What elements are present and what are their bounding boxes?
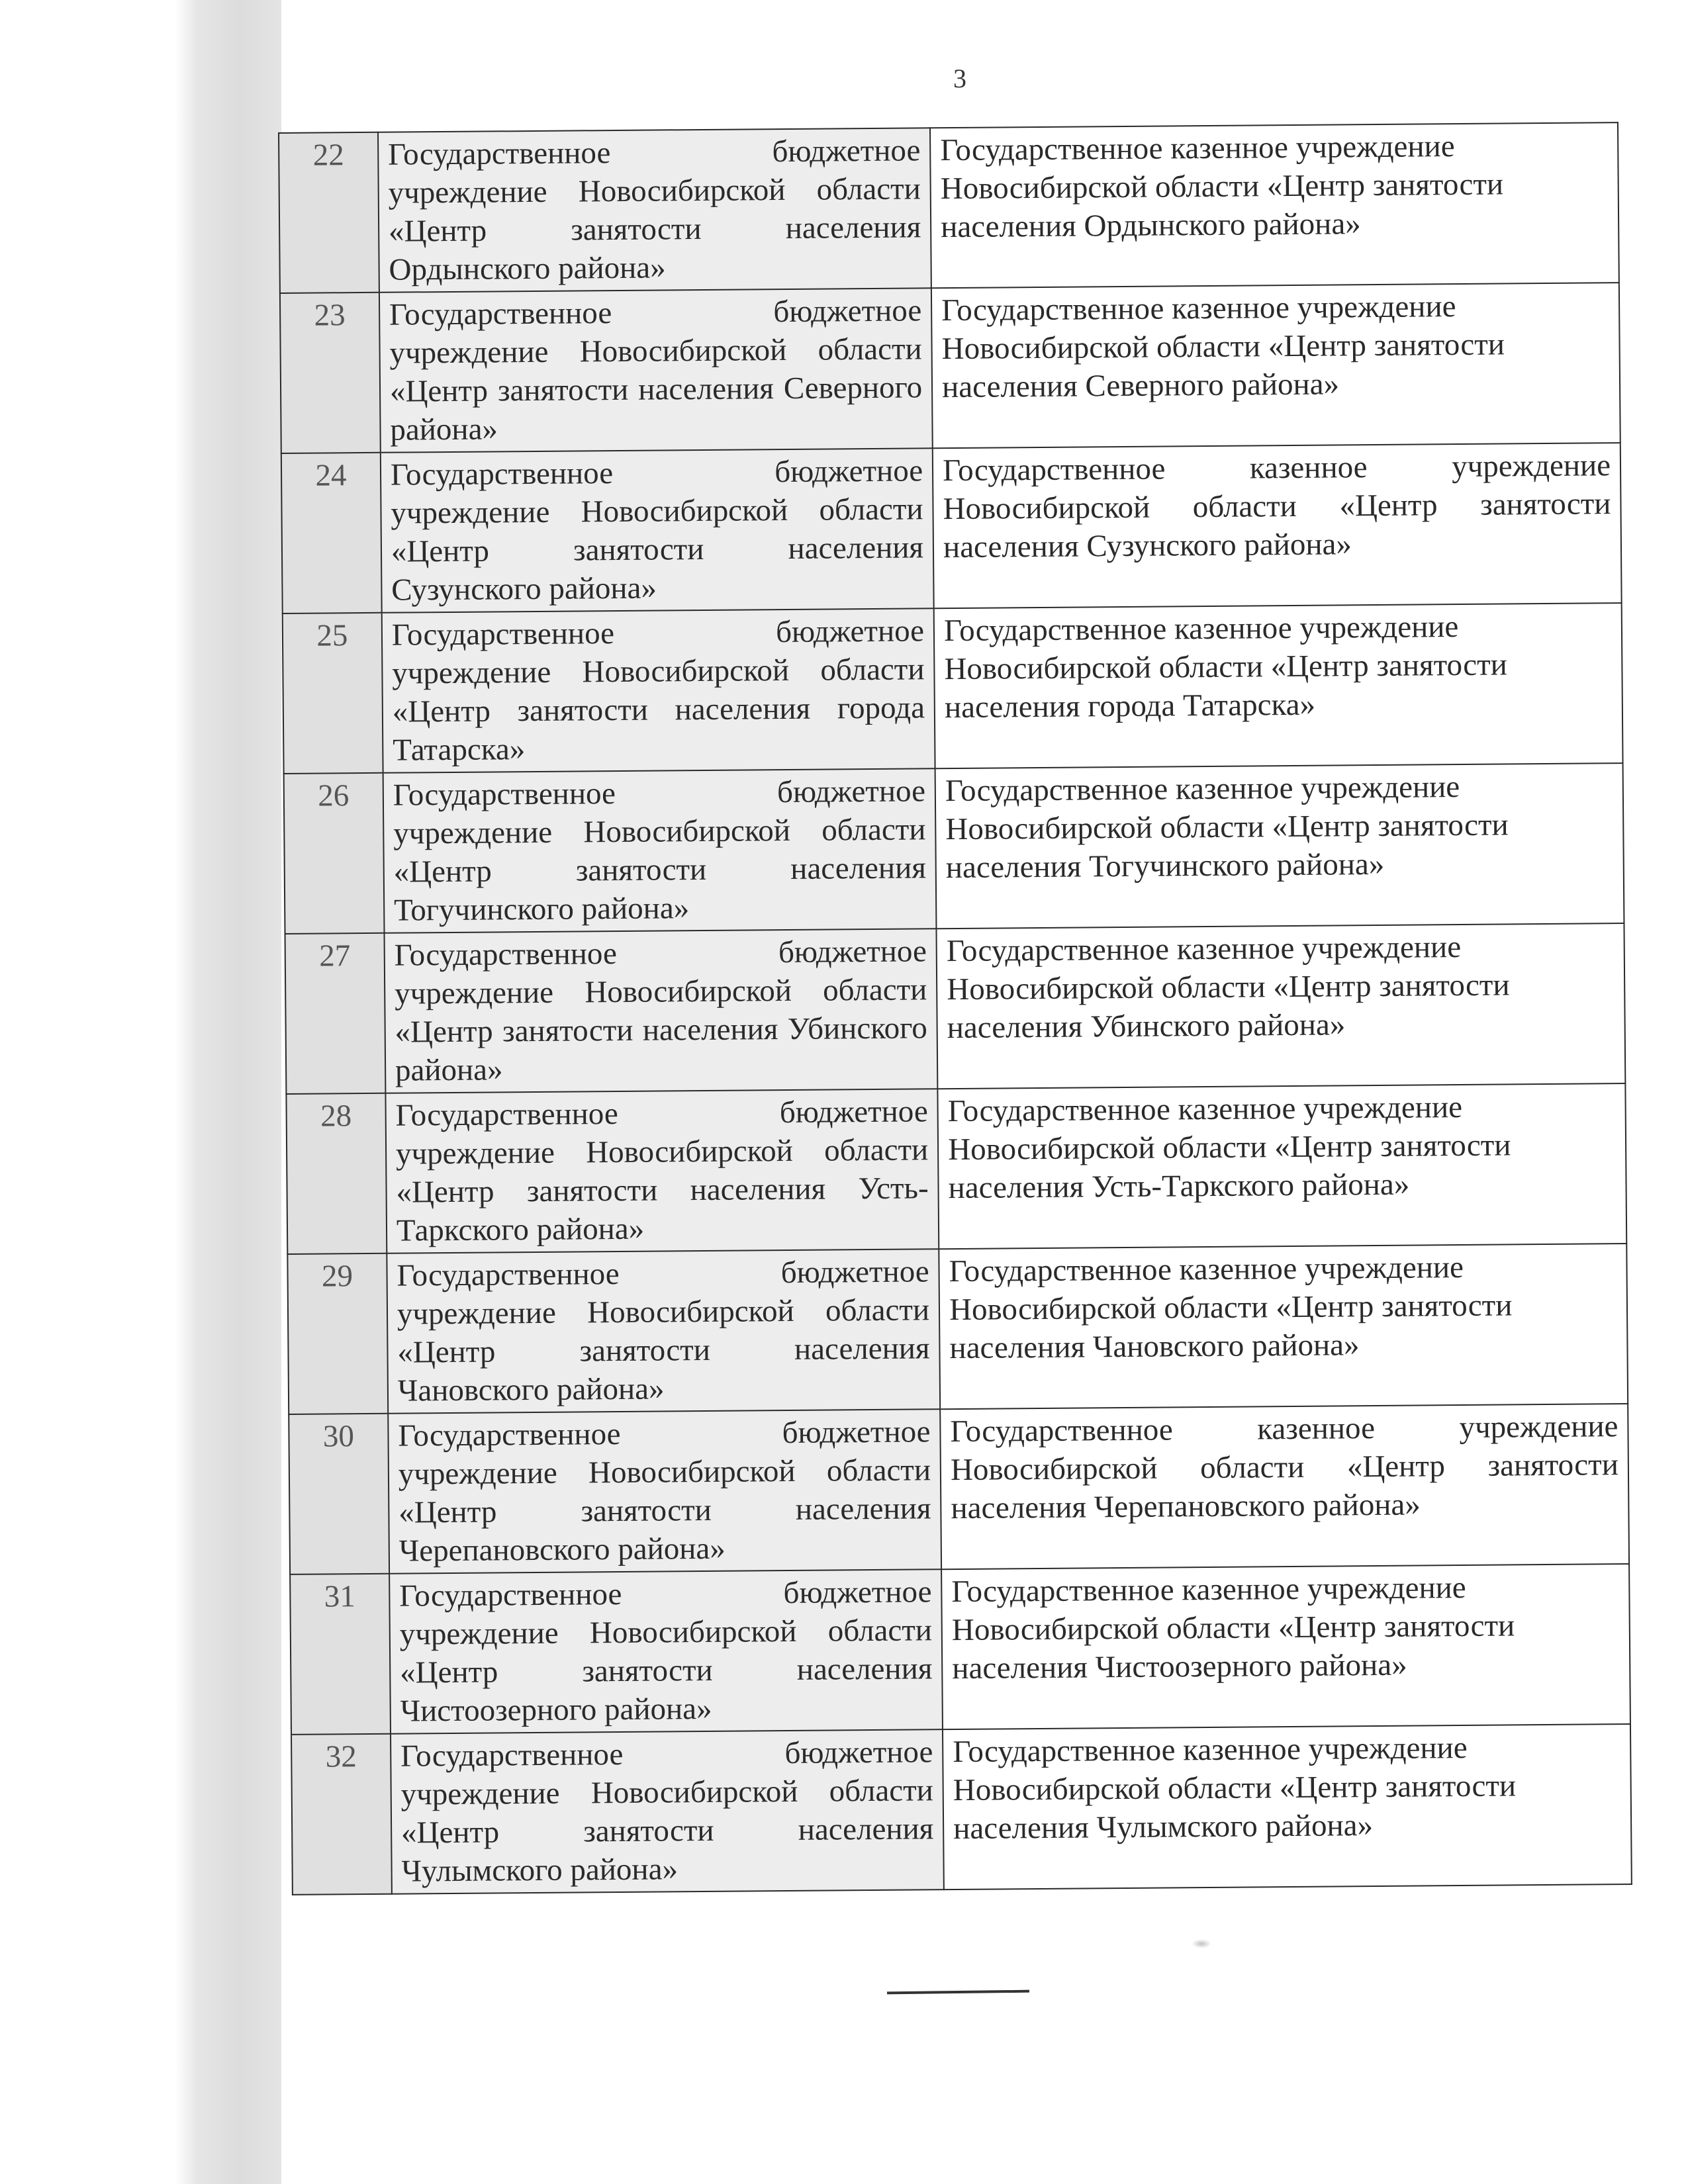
old-institution-name: Государственное бюджетное учреждение Новосибирской области «Центр занятости населения Чистоозерного района» [389, 1569, 943, 1734]
row-number: 27 [285, 933, 386, 1094]
table-row [287, 1244, 1628, 1414]
row-number: 28 [286, 1093, 387, 1254]
table-row [286, 1083, 1626, 1254]
new-institution-name: Государственное казенное учреждение Новосибирской области «Центр занятости населения города Татарска» [934, 603, 1623, 768]
end-of-document-rule [887, 1990, 1029, 1995]
new-institution-name: Государственное казенное учреждение Новосибирской области «Центр занятости населения Усть-Таркского района» [937, 1083, 1626, 1249]
row-number: 25 [283, 613, 383, 774]
institutions-table [278, 122, 1632, 1895]
row-number: 22 [279, 132, 379, 293]
new-institution-name: Государственное казенное учреждение Новосибирской области «Центр занятости населения Убинского района» [937, 923, 1626, 1089]
scan-smudge [1192, 1939, 1211, 1948]
table-row [291, 1724, 1632, 1895]
old-institution-name: Государственное бюджетное учреждение Новосибирской области «Центр занятости населения Тогучинского района» [383, 768, 936, 933]
old-institution-name: Государственное бюджетное учреждение Новосибирской области «Центр занятости населения Убинского района» [384, 929, 937, 1093]
new-institution-name: Государственное казенное учреждение Новосибирской области «Центр занятости населения Северного района» [931, 283, 1620, 448]
scan-shadow [175, 0, 281, 2184]
new-institution-name: Государственное казенное учреждение Новосибирской области «Центр занятости населения Чулымского района» [943, 1724, 1632, 1889]
row-number: 24 [281, 453, 382, 614]
row-number: 26 [284, 773, 385, 934]
table-row [279, 122, 1619, 293]
old-institution-name: Государственное бюджетное учреждение Новосибирской области «Центр занятости населения Чулымского района» [391, 1729, 944, 1894]
old-institution-name: Государственное бюджетное учреждение Новосибирской области «Центр занятости населения Ордынского района» [378, 128, 931, 293]
old-institution-name: Государственное бюджетное учреждение Новосибирской области «Центр занятости населения Чановского района» [387, 1249, 940, 1414]
table-row [284, 763, 1624, 934]
old-institution-name: Государственное бюджетное учреждение Новосибирской области «Центр занятости населения Сузунского района» [381, 448, 934, 613]
new-institution-name: Государственное казенное учреждение Новосибирской области «Центр занятости населения Черепановского района» [940, 1404, 1629, 1569]
old-institution-name: Государственное бюджетное учреждение Новосибирской области «Центр занятости населения Черепановского района» [388, 1409, 941, 1574]
old-institution-name: Государственное бюджетное учреждение Новосибирской области «Центр занятости населения города Татарска» [382, 608, 935, 773]
new-institution-name: Государственное казенное учреждение Новосибирской области «Центр занятости населения Сузунского района» [933, 443, 1622, 608]
old-institution-name: Государственное бюджетное учреждение Новосибирской области «Центр занятости населения Северного района» [379, 288, 933, 453]
new-institution-name: Государственное казенное учреждение Новосибирской области «Центр занятости населения Чановского района» [939, 1244, 1628, 1409]
row-number: 32 [291, 1734, 392, 1895]
table-row [283, 603, 1623, 774]
page-number: 3 [953, 64, 966, 93]
table-row [280, 283, 1620, 453]
row-number: 31 [290, 1574, 391, 1735]
new-institution-name: Государственное казенное учреждение Новосибирской области «Центр занятости населения Ордынского района» [930, 122, 1619, 288]
row-number: 23 [280, 293, 381, 453]
new-institution-name: Государственное казенное учреждение Новосибирской области «Центр занятости населения Чистоозерного района» [941, 1564, 1630, 1729]
row-number: 29 [287, 1253, 388, 1414]
table-row [281, 443, 1622, 614]
old-institution-name: Государственное бюджетное учреждение Новосибирской области «Центр занятости населения Усть-Таркского района» [385, 1089, 939, 1253]
new-institution-name: Государственное казенное учреждение Новосибирской области «Центр занятости населения Тогучинского района» [935, 763, 1624, 929]
table-row [285, 923, 1626, 1094]
table-row [290, 1564, 1630, 1735]
table-row [289, 1404, 1629, 1574]
row-number: 30 [289, 1414, 389, 1574]
